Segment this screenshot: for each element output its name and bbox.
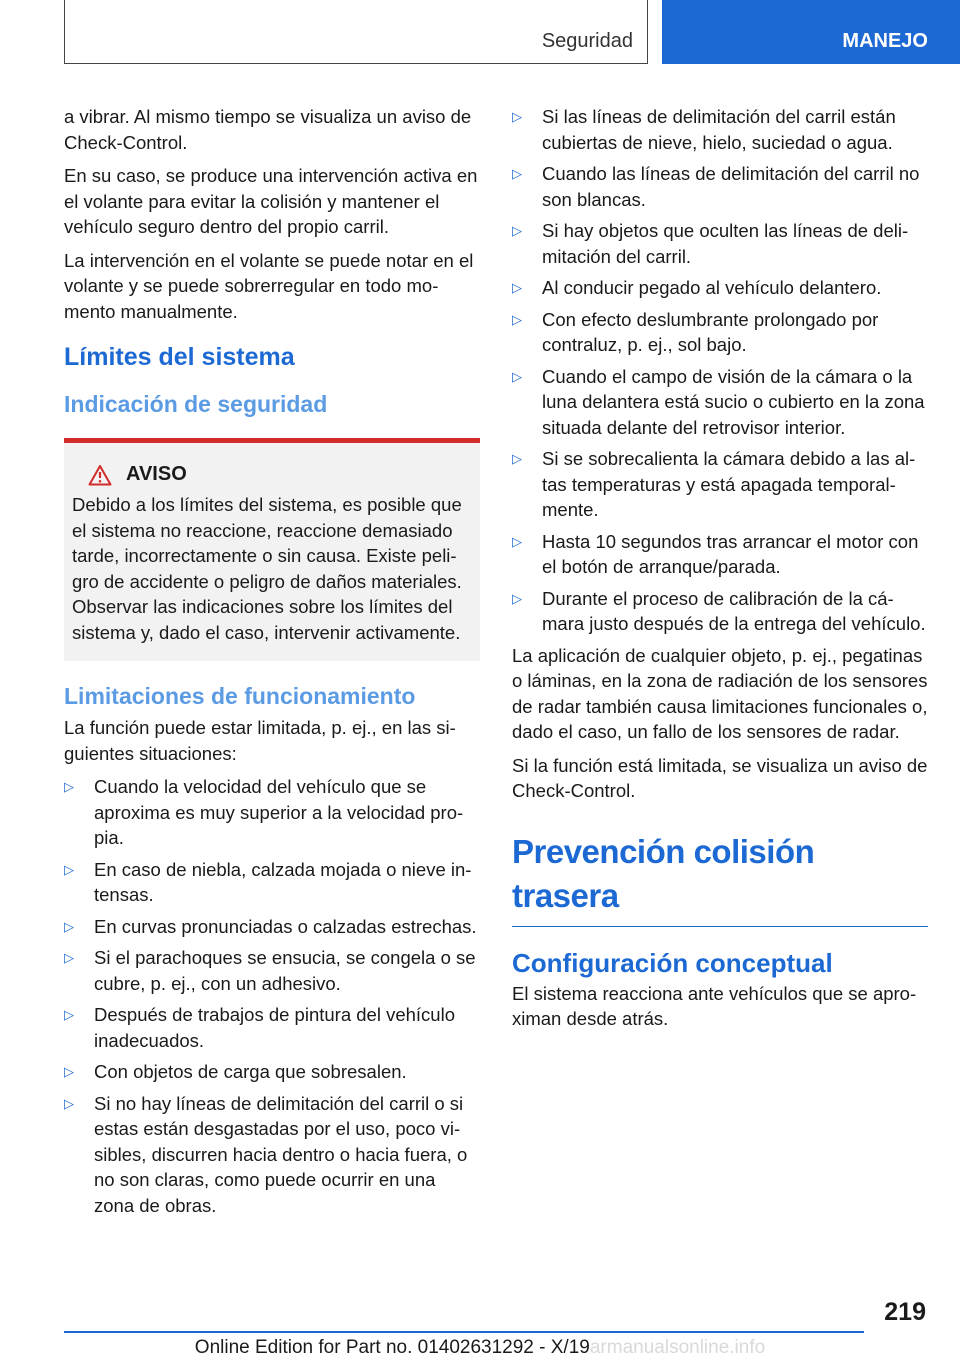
triangle-right-icon: ▷ (64, 950, 74, 965)
warning-header (72, 463, 472, 486)
triangle-right-icon: ▷ (512, 223, 522, 238)
list-item: ▷ Si el parachoques se ensucia, se congela o se cubre, p. ej., con un adhesivo. (64, 947, 476, 994)
header-chapter-tab (662, 0, 960, 64)
footer-divider (64, 1331, 864, 1333)
list-item: ▷ Con objetos de carga que sobresalen. (64, 1059, 480, 1085)
page-number: 219 (884, 1298, 926, 1326)
triangle-right-icon: ▷ (512, 109, 522, 124)
paragraph: a vibrar. Al mismo tiempo se visualiza un aviso de Check-Control. (64, 106, 472, 153)
paragraph: El sistema reacciona ante vehículos que se aproximan desde atrás. (512, 982, 917, 1029)
footer (0, 1337, 960, 1359)
heading-safety-note: Indicación de seguridad (64, 391, 328, 417)
limitations-list (64, 774, 480, 1218)
list-item: ▷ Después de trabajos de pintura del vehículo inadecuados. (64, 1004, 455, 1051)
triangle-right-icon: ▷ (512, 533, 522, 549)
list-item: ▷ Cuando las líneas de delimitación del carril no son blancas. (512, 163, 920, 210)
triangle-right-icon: ▷ (512, 280, 522, 295)
list-item: ▷ Hasta 10 segundos tras arrancar el motor con el botón de arranque/parada. (512, 530, 919, 577)
list-item: ▷ Durante el proceso de calibración de la cámara justo después de la entrega del vehículo. (512, 587, 926, 634)
header-chapter-label: MANEJO (842, 30, 928, 52)
list-item: ▷ Cuando la velocidad del vehículo que se aproxima es muy superior a la velocidad propia. (64, 776, 464, 848)
paragraph: La aplicación de cualquier objeto, p. ej., pegatinas o láminas, en la zona de radiación de los sensores de radar también causa limitaciones funcionales o, dado el caso, un fallo de los sensores de radar. (512, 644, 928, 742)
footer-edition: Online Edition for Part no. 01402631292 - X/19 (194, 1337, 590, 1358)
heading-concept: Configuración conceptual (512, 947, 833, 978)
paragraph: En su caso, se produce una intervención activa en el volante para evitar la colisión y mantener el vehículo seguro dentro del propio carril. (64, 165, 478, 237)
paragraph: Si la función está limitada, se visualiza un aviso de Check-Control. (512, 754, 928, 801)
triangle-right-icon: ▷ (64, 918, 74, 934)
paragraph: La función puede estar limitada, p. ej., en las siguientes situaciones: (64, 717, 456, 764)
warning-triangle-icon (88, 464, 112, 486)
heading-function-limits: Limitaciones de funcionamiento (64, 683, 416, 709)
list-item: ▷ Al conducir pegado al vehículo delantero. (512, 275, 928, 301)
list-item: ▷ Cuando el campo de visión de la cámara o la luna delantera está sucio o cubierto en la zona situada delante del retrovisor interior. (512, 365, 925, 438)
triangle-right-icon: ▷ (512, 166, 522, 181)
list-item: ▷ Si las líneas de delimitación del carril están cubiertas de nieve, hielo, suciedad o agua. (512, 106, 896, 153)
triangle-right-icon: ▷ (512, 368, 522, 384)
list-item: ▷ Si no hay líneas de delimitación del carril o si estas están desgastadas por el uso, poco visibles, discurren hacia dentro o hacia fuera, o no son claras, como puede ocurrir en una zona de obras. (64, 1092, 468, 1216)
header-section-title: Seguridad (541, 30, 633, 52)
right-column (512, 104, 928, 1040)
warning-text: Debido a los límites del sistema, es posible que el sistema no reaccione, reaccione demasiado tarde, incorrectamente o sin causa. Existe peligro de accidente o peligro de daños materiales. Observar las indicaciones sobre los límites del sistema y, dado el caso, intervenir activamente. (72, 494, 462, 643)
triangle-right-icon: ▷ (64, 1064, 74, 1079)
heading-rear-collision: Prevención colisión trasera (512, 830, 928, 927)
warning-box (64, 438, 480, 661)
list-item: ▷ Si hay objetos que oculten las líneas de delimitación del carril. (512, 220, 909, 267)
triangle-right-icon: ▷ (64, 1095, 74, 1111)
limitations-list-continued (512, 104, 928, 637)
heading-system-limits: Límites del sistema (64, 343, 295, 371)
header-section-box (64, 0, 648, 64)
warning-title: AVISO (126, 463, 187, 485)
list-item: ▷ Con efecto deslumbrante prolongado por contraluz, p. ej., sol bajo. (512, 308, 879, 355)
triangle-right-icon: ▷ (512, 311, 522, 327)
triangle-right-icon: ▷ (64, 779, 74, 794)
left-column (64, 104, 480, 1224)
list-item: ▷ Si se sobrecalienta la cámara debido a las altas temperaturas y está apagada temporalmente. (512, 448, 916, 520)
list-item: ▷ En caso de niebla, calzada mojada o nieve intensas. (64, 858, 472, 905)
triangle-right-icon: ▷ (512, 451, 522, 466)
triangle-right-icon: ▷ (64, 861, 74, 877)
triangle-right-icon: ▷ (64, 1007, 74, 1022)
paragraph: La intervención en el volante se puede notar en el volante y se puede sobrerregular en todo momento manualmente. (64, 249, 474, 322)
triangle-right-icon: ▷ (512, 590, 522, 606)
list-item: ▷ En curvas pronunciadas o calzadas estrechas. (64, 914, 480, 940)
footer-watermark: armanualsonline.info (589, 1337, 766, 1358)
